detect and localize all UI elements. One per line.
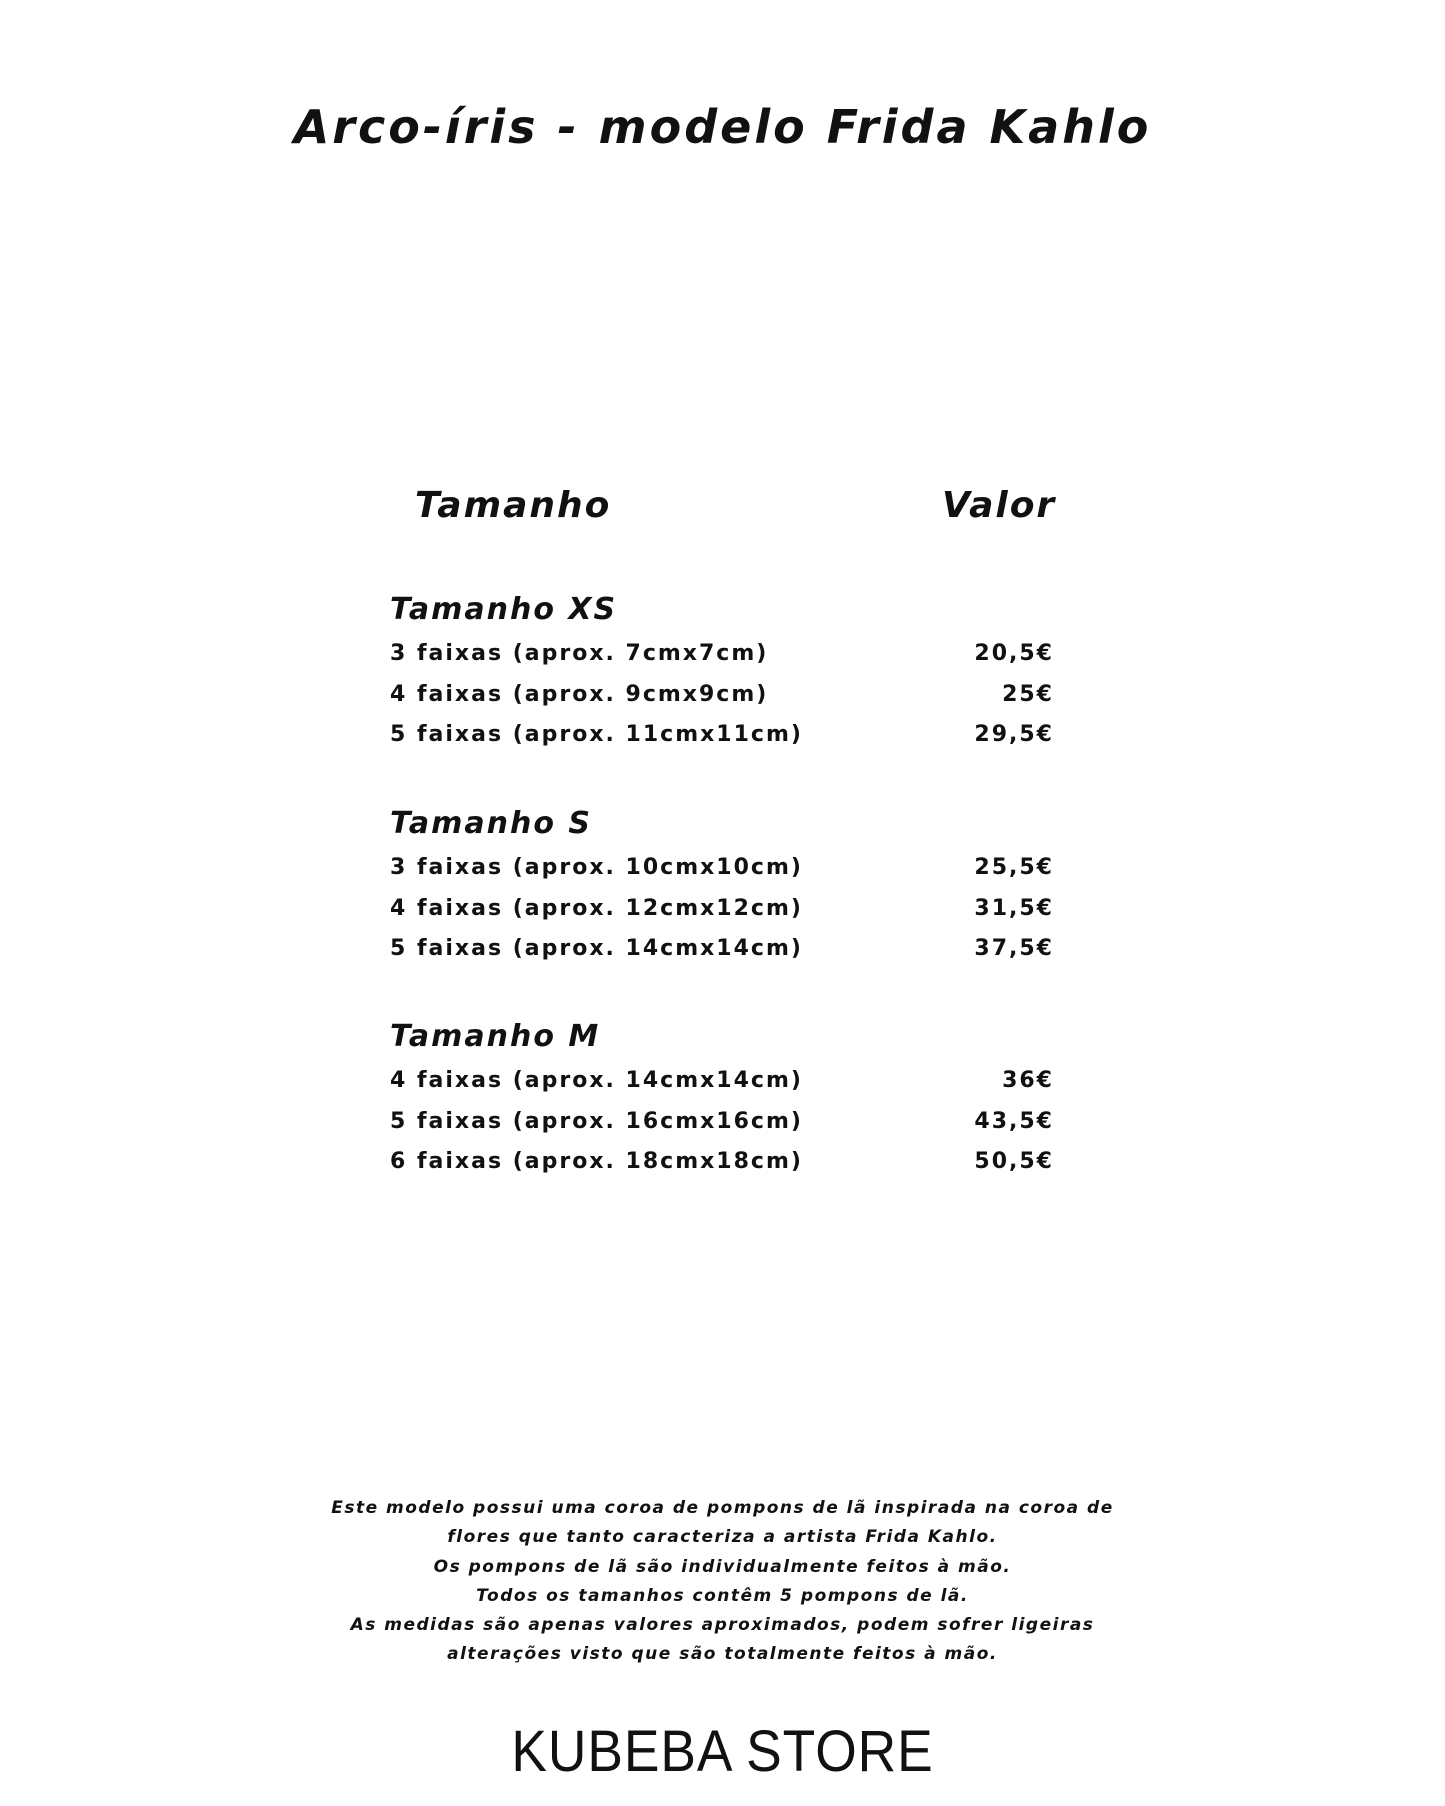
description-line: flores que tanto caracteriza a artista Frida Kahlo. (447, 1527, 998, 1548)
size-group-title: Tamanho M (390, 1019, 601, 1054)
size-group-title: Tamanho XS (390, 592, 618, 627)
description-line: Os pompons de lã são individualmente feitos à mão. (433, 1556, 1012, 1577)
row-label: 5 faixas (aprox. 14cmx14cm) (390, 936, 803, 961)
row-price: 43,5€ (974, 1108, 1054, 1134)
row-label: 6 faixas (aprox. 18cmx18cm) (390, 1149, 803, 1174)
size-column-header: Tamanho (415, 485, 612, 526)
row-label: 4 faixas (aprox. 9cmx9cm) (390, 681, 769, 707)
price-row (390, 929, 1060, 970)
description-line: As medidas são apenas valores aproximados, podem sofrer ligeiras (350, 1615, 1095, 1636)
store-name: KUBEBA STORE (511, 1719, 934, 1784)
row-label: 4 faixas (aprox. 12cmx12cm) (390, 895, 803, 921)
value-column-header: Valor (942, 485, 1057, 526)
row-price: 37,5€ (974, 936, 1054, 961)
row-price: 31,5€ (974, 895, 1054, 921)
description-line: Todos os tamanhos contêm 5 pompons de lã. (476, 1585, 969, 1606)
row-label: 4 faixas (aprox. 14cmx14cm) (390, 1068, 803, 1093)
price-row (390, 1102, 1060, 1143)
description-line: alterações visto que são totalmente feitos à mão. (447, 1644, 998, 1665)
row-price: 25,5€ (974, 855, 1054, 880)
size-group-s (390, 800, 1060, 970)
product-description (0, 1494, 1445, 1670)
row-label: 3 faixas (aprox. 7cmx7cm) (390, 641, 769, 666)
price-row (390, 889, 1060, 930)
description-line: Este modelo possui uma coroa de pompons de lã inspirada na coroa de (331, 1498, 1114, 1518)
row-label: 5 faixas (aprox. 16cmx16cm) (390, 1108, 803, 1134)
price-row (390, 1061, 1060, 1102)
price-row (390, 1142, 1060, 1183)
row-label: 3 faixas (aprox. 10cmx10cm) (390, 855, 803, 880)
size-group-m (390, 1013, 1060, 1183)
row-price: 25€ (1002, 681, 1054, 707)
row-price: 50,5€ (974, 1149, 1054, 1174)
size-group-xs (390, 586, 1060, 756)
row-price: 29,5€ (974, 722, 1054, 747)
price-row (390, 848, 1060, 889)
row-price: 20,5€ (974, 641, 1054, 666)
price-row (390, 715, 1060, 756)
row-label: 5 faixas (aprox. 11cmx11cm) (390, 722, 803, 747)
row-price: 36€ (1002, 1068, 1054, 1093)
price-row (390, 675, 1060, 716)
size-group-title: Tamanho S (390, 806, 593, 841)
price-row (390, 634, 1060, 675)
page-title: Arco-íris - modelo Frida Kahlo (293, 100, 1152, 154)
